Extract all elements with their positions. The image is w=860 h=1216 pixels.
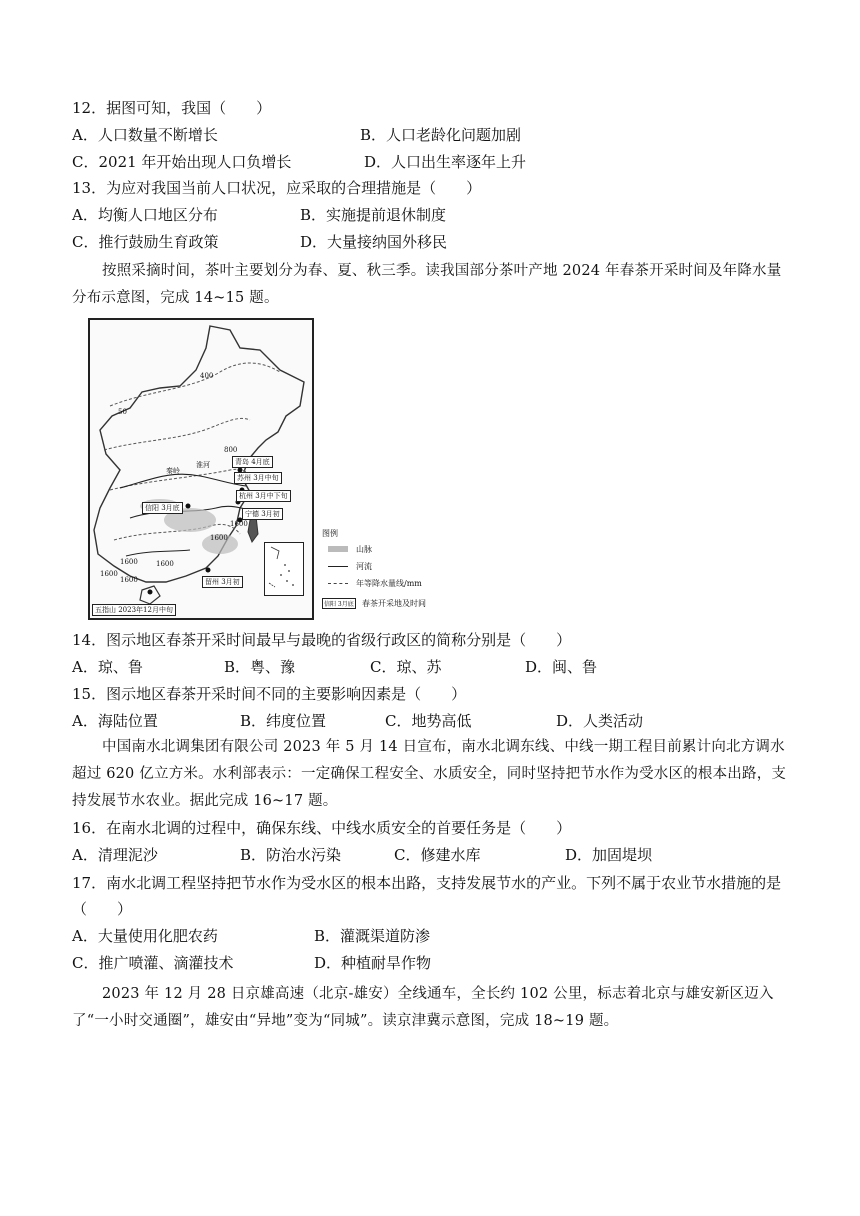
q17-option-b: B．灌溉渠道防渗 bbox=[314, 927, 431, 945]
isohyet-label-1600f: 1600 bbox=[156, 560, 174, 568]
isohyet-label-1600c: 1600 bbox=[100, 570, 118, 578]
q14-option-a: A．琼、鲁 bbox=[72, 658, 143, 676]
q16-option-a: A．清理泥沙 bbox=[72, 846, 158, 864]
q16-option-c: C．修建水库 bbox=[394, 846, 481, 864]
intro-14-15: 按照采摘时间，茶叶主要划分为春、夏、秋三季。读我国部分茶叶产地 2024 年春茶开采时间及年降水量分布示意图，完成 14~15 题。 bbox=[72, 263, 782, 306]
q14-option-b: B．粤、豫 bbox=[224, 658, 296, 676]
legend-isohyet-swatch bbox=[328, 583, 348, 584]
q14-option-c: C．琼、苏 bbox=[370, 658, 442, 676]
q13-option-d: D．大量接纳国外移民 bbox=[300, 233, 448, 251]
q17-option-c: C．推广喷灌、滴灌技术 bbox=[72, 954, 234, 972]
q16-option-b: B．防治水污染 bbox=[240, 846, 342, 864]
q16-stem: 16．在南水北调的过程中，确保东线、中线水质安全的首要任务是（ ） bbox=[72, 819, 572, 837]
mountain-label: 秦岭 bbox=[166, 467, 180, 475]
q15-option-c: C．地势高低 bbox=[385, 712, 472, 730]
q15-option-a: A．海陆位置 bbox=[72, 712, 158, 730]
q13-option-c: C．推行鼓励生育政策 bbox=[72, 233, 219, 251]
isohyet-label-800: 800 bbox=[224, 446, 238, 454]
tea-site-ningde: 宁德 3月初 bbox=[242, 508, 283, 520]
isohyet-label-1600b: 1600 bbox=[210, 534, 228, 542]
tea-site-hangzhou: 杭州 3月中下旬 bbox=[236, 490, 291, 502]
legend-title: 图例 bbox=[322, 529, 338, 538]
isohyet-label-50: 50 bbox=[118, 408, 127, 416]
q12-option-d: D．人口出生率逐年上升 bbox=[364, 153, 527, 171]
q17-option-d: D．种植耐旱作物 bbox=[314, 954, 432, 972]
legend-isohyet: 年等降水量线/mm bbox=[356, 579, 422, 588]
isohyet-label-1600a: 1600 bbox=[230, 520, 248, 528]
legend-river-swatch bbox=[328, 566, 348, 567]
tea-site-qingdao: 青岛 4月底 bbox=[232, 456, 273, 468]
south-china-sea-inset bbox=[264, 542, 304, 596]
q14-stem: 14．图示地区春茶开采时间最早与最晚的省级行政区的简称分别是（ ） bbox=[72, 631, 572, 649]
q13-stem: 13．为应对我国当前人口状况，应采取的合理措施是（ ） bbox=[72, 179, 482, 197]
q17-option-a: A．大量使用化肥农药 bbox=[72, 927, 218, 945]
q12-option-c: C．2021 年开始出现人口负增长 bbox=[72, 153, 292, 171]
isohyet-label-400: 400 bbox=[200, 372, 214, 380]
isohyet-label-1600d: 1600 bbox=[120, 576, 138, 584]
river-label: 淮河 bbox=[196, 461, 210, 469]
q14-option-d: D．闽、鲁 bbox=[525, 658, 598, 676]
inset-islands bbox=[265, 543, 303, 595]
legend-mountain: 山脉 bbox=[356, 545, 372, 554]
legend-tea-sample: 信阳 3月底 bbox=[322, 598, 356, 609]
tea-site-meizhou: 留州 3月初 bbox=[202, 576, 243, 588]
tea-site-xinyang: 信阳 3月底 bbox=[142, 502, 183, 514]
q13-option-b: B．实施提前退休制度 bbox=[300, 206, 447, 224]
legend-mountain-swatch bbox=[328, 546, 348, 552]
legend-river: 河流 bbox=[356, 562, 372, 571]
map-legend bbox=[322, 528, 462, 620]
q13-option-a: A．均衡人口地区分布 bbox=[72, 206, 218, 224]
legend-tea: 春茶开采地及时间 bbox=[362, 599, 426, 608]
q17-stem-cont: （ ） bbox=[72, 900, 133, 918]
q16-option-d: D．加固堤坝 bbox=[565, 846, 653, 864]
isohyet-label-1600e: 1600 bbox=[120, 558, 138, 566]
q15-stem: 15．图示地区春茶开采时间不同的主要影响因素是（ ） bbox=[72, 685, 467, 703]
q12-stem: 12．据图可知，我国（ ） bbox=[72, 99, 272, 117]
tea-site-suzhou: 苏州 3月中旬 bbox=[234, 472, 282, 484]
tea-map-figure bbox=[88, 318, 314, 620]
q15-option-d: D．人类活动 bbox=[556, 712, 644, 730]
tea-site-wuzhishan: 五指山 2023年12月中旬 bbox=[92, 604, 176, 616]
intro-18-19: 2023 年 12 月 28 日京雄高速（北京-雄安）全线通车，全长约 102 公里，标志着北京与雄安新区迈入了“一小时交通圈”，雄安由“异地”变为“同城”。读京津冀示意图，完成 18~19 题。 bbox=[72, 986, 774, 1029]
intro-16-17: 中国南水北调集团有限公司 2023 年 5 月 14 日宣布，南水北调东线、中线一期工程目前累计向北方调水超过 620 亿立方米。水利部表示：一定确保工程安全、水质安全，同时坚持把节水作为受水区的根本出路，支持发展节水农业。据此完成 16~17 题。 bbox=[72, 739, 787, 809]
q12-option-a: A．人口数量不断增长 bbox=[72, 126, 218, 144]
q12-option-b: B．人口老龄化问题加剧 bbox=[360, 126, 522, 144]
q17-stem: 17．南水北调工程坚持把节水作为受水区的根本出路，支持发展节水的产业。下列不属于农业节水措施的是 bbox=[72, 874, 782, 892]
q15-option-b: B．纬度位置 bbox=[240, 712, 327, 730]
